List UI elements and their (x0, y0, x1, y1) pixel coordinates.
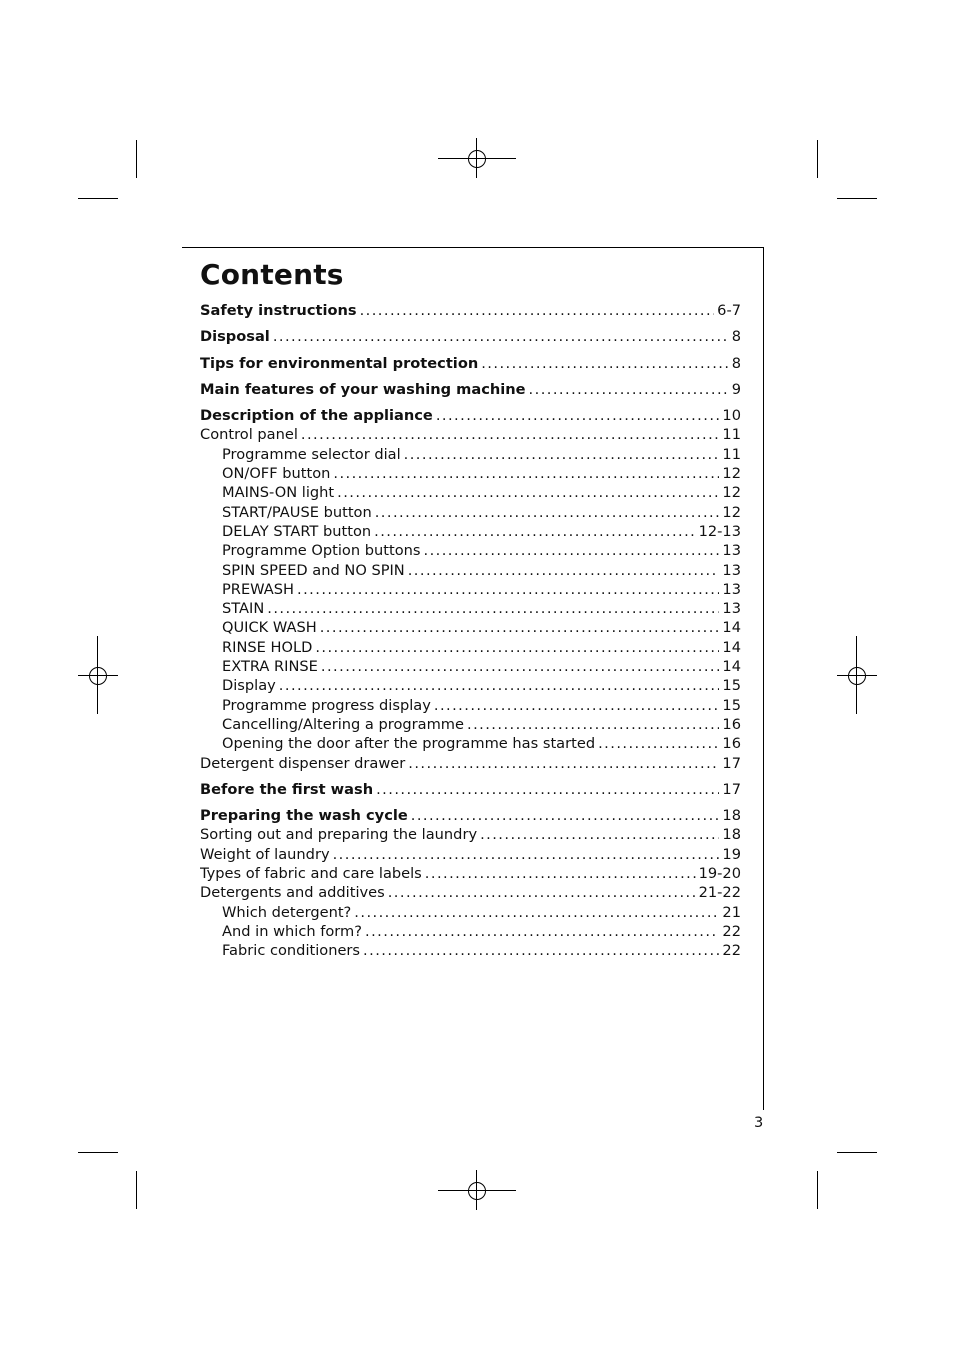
toc-entry-title: Which detergent? (222, 903, 352, 921)
dot-leader (279, 676, 720, 695)
dot-leader (337, 483, 719, 502)
toc-entry-page: 13 (722, 561, 741, 579)
toc-entry-title: Programme Option buttons (222, 542, 421, 560)
toc-entry-page: 12 (722, 484, 741, 502)
toc-entry-title: Tips for environmental protection (200, 354, 479, 372)
dot-leader (315, 638, 719, 657)
dot-leader (321, 657, 720, 676)
crop-mark (837, 198, 877, 199)
dot-leader (529, 380, 729, 399)
toc-entry (200, 327, 741, 346)
toc-entry (200, 561, 741, 580)
dot-leader (273, 327, 729, 346)
toc-entry-title: Opening the door after the programme has started (222, 735, 596, 753)
toc-entry-page: 12 (722, 465, 741, 483)
toc-entry-title: ON/OFF button (222, 465, 331, 483)
frame-right-rule (763, 247, 764, 1110)
toc-entry-page: 13 (722, 542, 741, 560)
toc-entry (200, 696, 741, 715)
toc-entry (200, 483, 741, 502)
dot-leader (434, 696, 720, 715)
dot-leader (598, 734, 719, 753)
toc-entry-page: 11 (722, 445, 741, 463)
dot-leader (301, 425, 720, 444)
toc-entry (200, 864, 741, 883)
toc-entry-page: 21 (722, 903, 741, 921)
dot-leader (404, 445, 720, 464)
dot-leader (374, 522, 695, 541)
toc-entry-page: 17 (722, 754, 741, 772)
toc-entry-page: 13 (722, 580, 741, 598)
toc-entry-title: START/PAUSE button (222, 503, 372, 521)
dot-leader (320, 618, 720, 637)
toc-entry-page: 18 (722, 826, 741, 844)
toc-entry-title: Display (222, 677, 276, 695)
toc-entry (200, 522, 741, 541)
toc-entry (200, 580, 741, 599)
toc-entry-title: Cancelling/Altering a programme (222, 715, 464, 733)
crop-mark (78, 198, 118, 199)
toc-entry-title: SPIN SPEED and NO SPIN (222, 561, 405, 579)
toc-entry-page: 16 (722, 715, 741, 733)
dot-leader (363, 941, 719, 960)
crop-mark (78, 1152, 118, 1153)
dot-leader (436, 406, 720, 425)
toc-entry-page: 15 (722, 696, 741, 714)
toc-entry (200, 618, 741, 637)
toc-entry (200, 638, 741, 657)
toc-entry-title: Types of fabric and care labels (200, 865, 422, 883)
toc-entry-page: 22 (722, 922, 741, 940)
toc-entry-page: 8 (731, 354, 741, 372)
toc-entry-title: RINSE HOLD (222, 638, 313, 656)
toc-entry-page: 19-20 (698, 865, 741, 883)
toc-entry-title: Programme selector dial (222, 445, 401, 463)
toc-entry-title: PREWASH (222, 580, 295, 598)
frame-top-rule (182, 247, 764, 248)
toc-entry-page: 14 (722, 658, 741, 676)
toc-entry-title: STAIN (222, 600, 265, 618)
crop-mark (837, 1152, 877, 1153)
dot-leader (354, 903, 719, 922)
page-number: 3 (754, 1114, 764, 1131)
dot-leader (388, 883, 696, 902)
toc-entry (200, 941, 741, 960)
registration-mark-circle (89, 667, 107, 685)
toc-entry-page: 16 (722, 735, 741, 753)
toc-entry-title: Detergent dispenser drawer (200, 754, 406, 772)
registration-mark-circle (468, 1182, 486, 1200)
toc-entry (200, 445, 741, 464)
dot-leader (408, 561, 720, 580)
toc-entry-title: Detergents and additives (200, 884, 385, 902)
toc-entry (200, 922, 741, 941)
toc-entry-title: EXTRA RINSE (222, 658, 318, 676)
dot-leader (480, 825, 719, 844)
toc-entry-title: Control panel (200, 426, 298, 444)
toc-entry (200, 734, 741, 753)
toc-entry (200, 883, 741, 902)
dot-leader (408, 754, 719, 773)
toc-entry-title: DELAY START button (222, 522, 372, 540)
toc-entry-page: 11 (722, 426, 741, 444)
toc-entry-page: 22 (722, 942, 741, 960)
dot-leader (333, 845, 720, 864)
toc-entry (200, 425, 741, 444)
dot-leader (375, 503, 720, 522)
toc-entry-title: Safety instructions (200, 302, 357, 319)
dot-leader (376, 780, 719, 799)
dot-leader (360, 301, 715, 320)
toc-entry-page: 9 (731, 380, 741, 398)
toc-entry-page: 19 (722, 845, 741, 863)
dot-leader (365, 922, 719, 941)
dot-leader (267, 599, 719, 618)
dot-leader (467, 715, 719, 734)
toc-entry (200, 780, 741, 799)
toc-entry (200, 754, 741, 773)
toc-entry-page: 15 (722, 677, 741, 695)
toc-entry-page: 17 (722, 780, 741, 798)
toc-entry-page: 14 (722, 638, 741, 656)
toc-entry-title: QUICK WASH (222, 619, 317, 637)
toc-entry (200, 503, 741, 522)
toc-entry (200, 715, 741, 734)
table-of-contents (200, 301, 741, 961)
toc-entry-title: Main features of your washing machine (200, 380, 526, 398)
toc-entry (200, 464, 741, 483)
toc-entry (200, 541, 741, 560)
toc-entry-page: 10 (722, 407, 741, 425)
page-title: Contents (200, 258, 344, 291)
toc-entry (200, 380, 741, 399)
crop-mark (817, 1171, 818, 1209)
toc-entry-title: Description of the appliance (200, 407, 433, 425)
toc-entry (200, 301, 741, 320)
toc-entry-title: MAINS-ON light (222, 484, 335, 502)
crop-mark (136, 140, 137, 178)
toc-entry (200, 825, 741, 844)
registration-mark-circle (468, 150, 486, 168)
toc-entry-title: Disposal (200, 328, 270, 346)
toc-entry-title: Sorting out and preparing the laundry (200, 826, 478, 844)
toc-entry-title: Fabric conditioners (222, 942, 361, 960)
crop-mark (817, 140, 818, 178)
toc-entry-page: 12-13 (698, 522, 741, 540)
toc-entry-title: Programme progress display (222, 696, 431, 714)
toc-entry (200, 406, 741, 425)
toc-entry-page: 12 (722, 503, 741, 521)
toc-entry-page: 8 (731, 328, 741, 346)
toc-entry (200, 354, 741, 373)
crop-mark (136, 1171, 137, 1209)
dot-leader (333, 464, 719, 483)
toc-entry-title: Weight of laundry (200, 845, 330, 863)
toc-entry (200, 657, 741, 676)
toc-entry-page: 13 (722, 600, 741, 618)
dot-leader (481, 354, 728, 373)
toc-entry (200, 676, 741, 695)
dot-leader (411, 806, 720, 825)
toc-entry (200, 903, 741, 922)
toc-entry-page: 18 (722, 807, 741, 825)
toc-entry (200, 599, 741, 618)
toc-entry-page: 6-7 (717, 302, 741, 319)
toc-entry-page: 14 (722, 619, 741, 637)
toc-entry (200, 845, 741, 864)
toc-entry-title: And in which form? (222, 922, 363, 940)
toc-entry-title: Preparing the wash cycle (200, 807, 408, 825)
dot-leader (424, 541, 720, 560)
toc-entry (200, 806, 741, 825)
dot-leader (425, 864, 696, 883)
toc-entry-title: Before the first wash (200, 780, 374, 798)
toc-entry-page: 21-22 (698, 884, 741, 902)
dot-leader (297, 580, 719, 599)
registration-mark-circle (848, 667, 866, 685)
